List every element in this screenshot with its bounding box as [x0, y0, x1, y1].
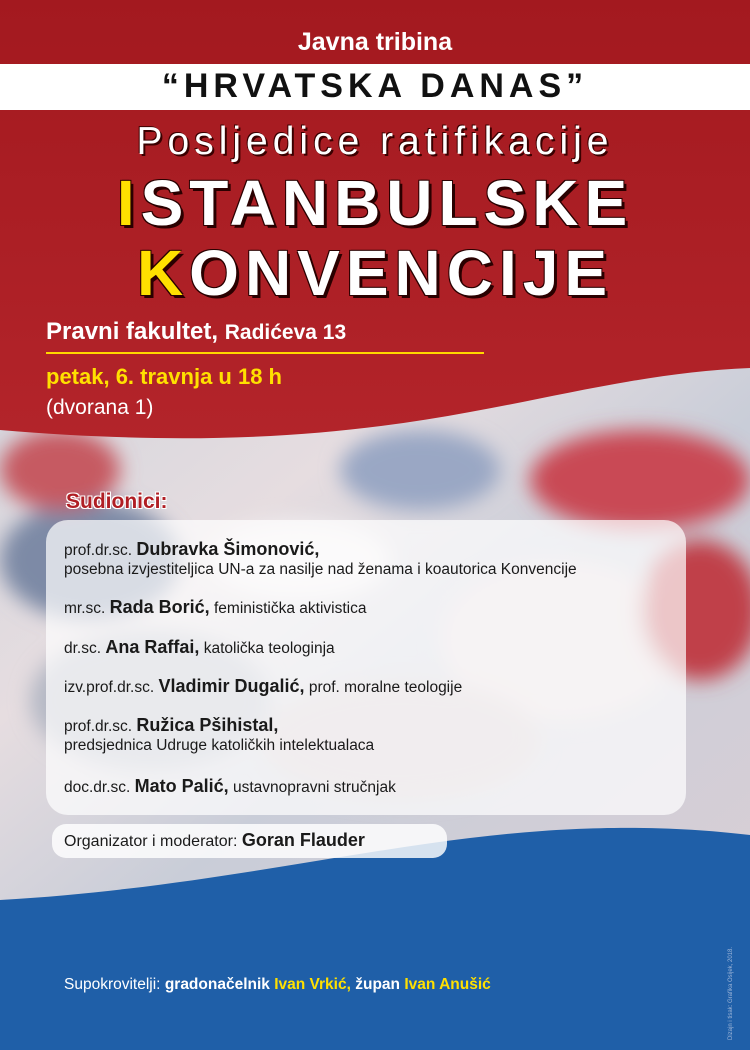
participant-name: Mato Palić, — [134, 776, 229, 796]
participant-name: Rada Borić, — [109, 597, 210, 617]
participant-name: Ana Raffai, — [105, 637, 200, 657]
event-hall: (dvorana 1) — [46, 396, 154, 419]
headline-line-1 — [0, 166, 750, 240]
participant-role: posebna izvjestiteljica UN-a za nasilje nad ženama i koautorica Konvencije — [64, 561, 577, 578]
participant-4 — [64, 677, 462, 697]
sponsors — [64, 976, 491, 994]
participant-role: prof. moralne teologije — [308, 679, 463, 696]
participant-title: prof.dr.sc. — [64, 718, 133, 735]
poster-title: “HRVATSKA DANAS” — [161, 67, 589, 105]
organizer-name: Goran Flauder — [241, 830, 365, 850]
sponsors-label: Supokrovitelji: — [64, 976, 161, 993]
participants-label: Sudionici: — [66, 490, 168, 513]
sponsor-role-1: gradonačelnik — [164, 976, 270, 993]
headline-rest-2: ONVENCIJE — [189, 237, 614, 309]
poster-subtitle: Posljedice ratifikacije — [136, 120, 614, 163]
participant-2 — [64, 598, 366, 618]
participant-role: ustavnopravni stručnjak — [233, 779, 396, 796]
print-credit: Dizajn i tisak: Grafika Osijek, 2018. — [728, 946, 734, 1040]
participant-role: katolička teologinja — [203, 640, 335, 657]
participant-6 — [64, 777, 396, 797]
sponsor-name-1: Ivan Vrkić, — [274, 976, 351, 993]
venue — [46, 318, 346, 346]
participant-name: Dubravka Šimonović, — [136, 539, 320, 559]
participant-title: prof.dr.sc. — [64, 542, 133, 559]
organizer — [64, 830, 365, 851]
participant-role: predsjednica Udruge katoličkih intelektualaca — [64, 737, 375, 754]
event-type-label: Javna tribina — [297, 28, 453, 56]
participant-title: dr.sc. — [64, 640, 102, 657]
participant-3 — [64, 638, 335, 658]
sponsor-name-2: Ivan Anušić — [404, 976, 491, 993]
headline-initial-i: I — [116, 167, 141, 239]
participant-title: doc.dr.sc. — [64, 779, 131, 796]
headline-line-2 — [0, 236, 750, 310]
participant-name: Ružica Pšihistal, — [136, 715, 279, 735]
headline-initial-k: K — [136, 237, 190, 309]
participant-role: feministička aktivistica — [214, 600, 367, 617]
headline-rest-1: STANBULSKE — [140, 167, 634, 239]
participant-title: mr.sc. — [64, 600, 106, 617]
participant-5 — [64, 716, 374, 755]
venue-street: Radićeva 13 — [224, 321, 347, 344]
participant-name: Vladimir Dugalić, — [158, 676, 305, 696]
sponsor-role-2: župan — [355, 976, 401, 993]
event-date: petak, 6. travnja u 18 h — [46, 364, 282, 389]
organizer-label: Organizator i moderator: — [64, 833, 238, 850]
participant-1 — [64, 540, 577, 579]
venue-name: Pravni fakultet, — [46, 318, 219, 345]
venue-divider — [46, 352, 484, 354]
participant-title: izv.prof.dr.sc. — [64, 679, 155, 696]
